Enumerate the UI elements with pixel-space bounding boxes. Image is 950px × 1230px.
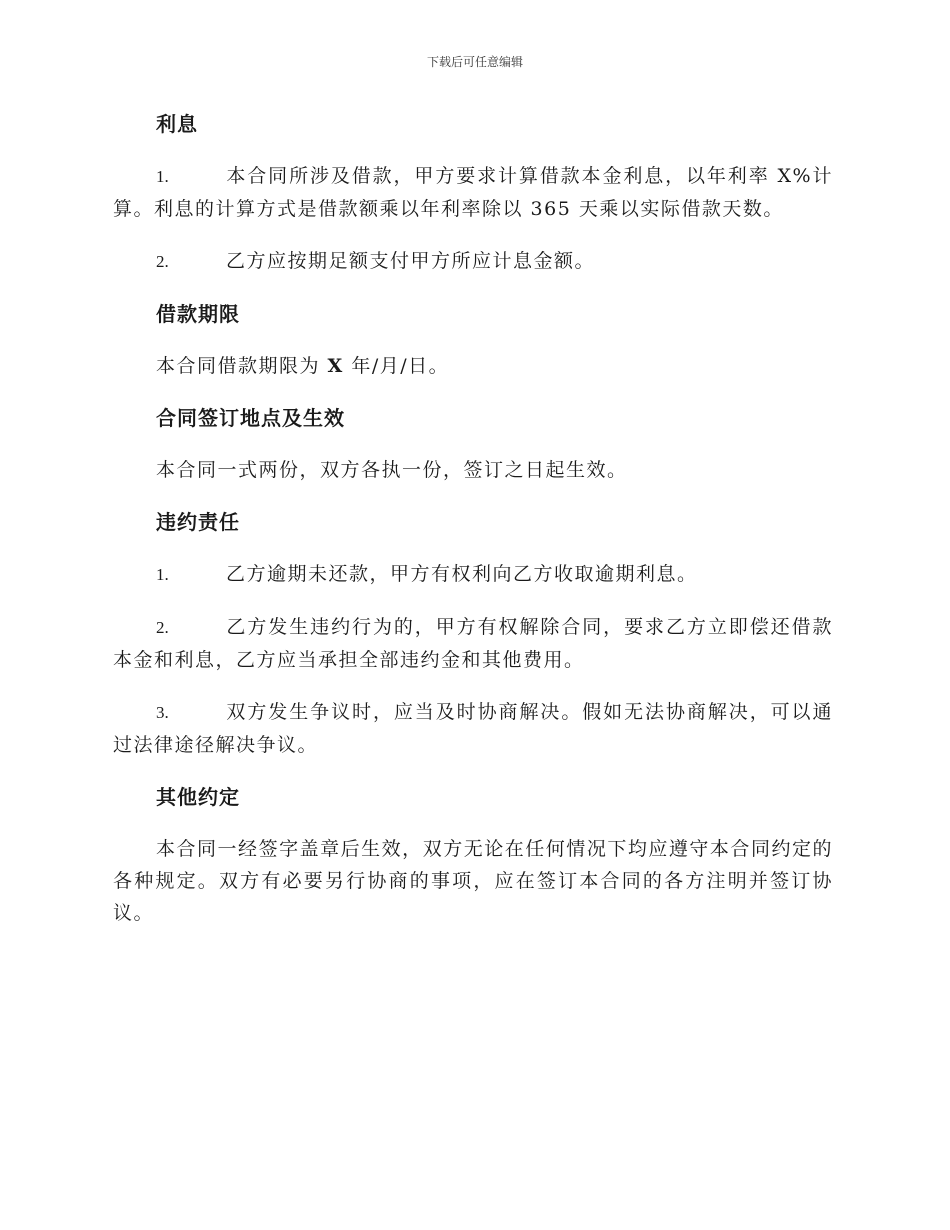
term-value: X xyxy=(327,355,344,377)
interest-item-1 xyxy=(113,160,833,225)
list-item-text: 乙方应按期足额支付甲方所应计息金额。 xyxy=(226,250,596,272)
list-number: 2. xyxy=(156,618,169,637)
breach-item-1 xyxy=(113,558,833,591)
breach-item-2 xyxy=(113,611,833,676)
breach-item-3 xyxy=(113,696,833,761)
list-number: 1. xyxy=(156,167,169,186)
section-title-other: 其他约定 xyxy=(156,785,240,809)
list-item-text: 本合同所涉及借款，甲方要求计算借款本金利息，以年利率 X%计算。利息的计算方式是借款额乘以年利率除以 365 天乘以实际借款天数。 xyxy=(113,165,833,220)
list-number: 3. xyxy=(156,703,169,722)
page-header: 下载后可任意编辑 xyxy=(426,55,523,69)
list-number: 1. xyxy=(156,565,169,584)
list-number: 2. xyxy=(156,252,169,271)
section-title-breach: 违约责任 xyxy=(156,510,240,534)
term-text-after: 年/月/日。 xyxy=(343,355,450,377)
list-item-text: 乙方发生违约行为的，甲方有权解除合同，要求乙方立即偿还借款本金和利息，乙方应当承担全部违约金和其他费用。 xyxy=(113,616,833,671)
other-paragraph: 本合同一经签字盖章后生效，双方无论在任何情况下均应遵守本合同约定的各种规定。双方有必要另行协商的事项，应在签订本合同的各方注明并签订协议。 xyxy=(113,838,833,924)
term-text-before: 本合同借款期限为 xyxy=(156,355,328,377)
signing-paragraph: 本合同一式两份，双方各执一份，签订之日起生效。 xyxy=(156,459,628,481)
term-paragraph xyxy=(113,350,833,382)
section-title-interest: 利息 xyxy=(156,112,198,136)
interest-item-2 xyxy=(113,245,833,278)
document-body xyxy=(113,108,833,949)
list-item-text: 乙方逾期未还款，甲方有权利向乙方收取逾期利息。 xyxy=(226,563,698,585)
section-title-signing: 合同签订地点及生效 xyxy=(156,406,345,430)
section-title-term: 借款期限 xyxy=(156,302,240,326)
list-item-text: 双方发生争议时，应当及时协商解决。假如无法协商解决，可以通过法律途径解决争议。 xyxy=(113,701,833,756)
